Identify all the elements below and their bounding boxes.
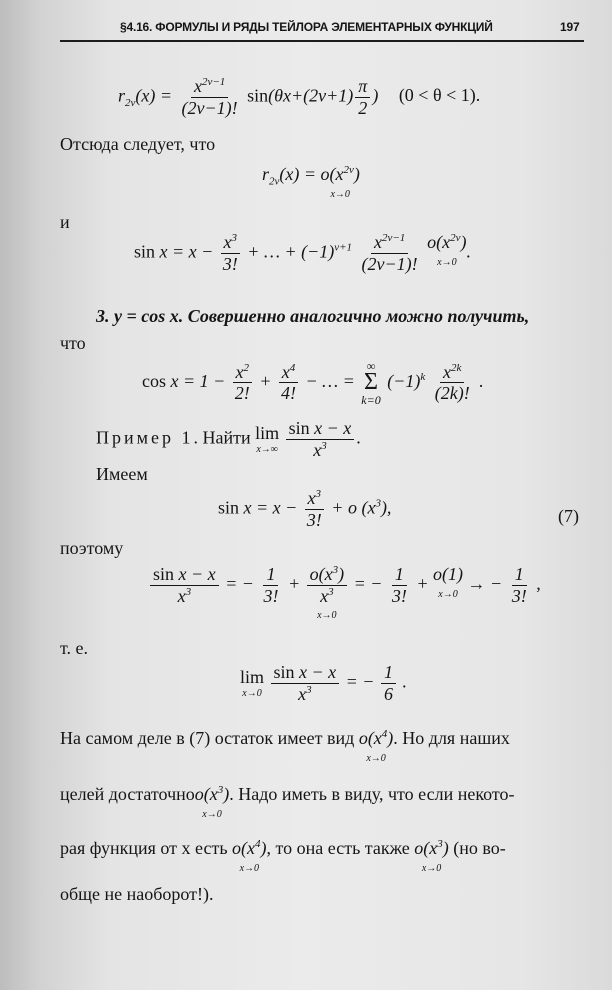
formula-remainder: $r_{2\nu}(x)$ = $\frac{x^{2\nu-1}}{(2\nu-1)!}$ sin(θx+(2ν+1) $\frac{\pi}{2}$ ) (0 < θ < 1).	[118, 76, 481, 118]
example-label: Пример 1	[96, 427, 194, 448]
limit-sub: x→0	[330, 189, 350, 200]
formula-limit-steps: $\frac{\text{sin x − x}}{x^3}$ = − $\frac{1}{3!}$ + $\frac{o(x^3)}{x^3}$ x→0 = − $\frac{1}{3!}$ + o(1) x→0 → − $\frac{1}{3!}$ ,	[148, 564, 541, 621]
text-ie: т. е.	[60, 638, 89, 658]
formula-7: sin x = x − $\frac{x^3}{3!}$ + o $(x^3)$,	[218, 488, 392, 530]
header-rule	[60, 40, 584, 42]
example-line: Пример 1. Найти lim x→∞ $\frac{\text{sin x − x}}{x^3}$ .	[96, 418, 361, 460]
example-task: . Найти	[193, 427, 251, 448]
para-line-3: рая функция от x есть $o(x^4)$ x→0 , то она есть также $o(x^3)$ x→0 (но во-	[60, 838, 506, 874]
para-line-4: обще не наоборот!).	[60, 884, 214, 904]
page-number: 197	[560, 20, 580, 34]
text-we-have: Имеем	[96, 464, 148, 484]
formula-sin-series: sin x = x − $\frac{x^3}{3!}$ + … + $(-1)^{\nu+1}$ $\frac{x^{2\nu-1}}{(2\nu-1)!}$ $o(x^{2\nu})$ x→0 .	[134, 232, 472, 274]
formula-cos-series: cos x = 1 − $\frac{x^2}{2!}$ + $\frac{x^4}{4!}$ − … = ∞ Σ k=0 $(-1)^k$ $\frac{x^{2k}}{(2k)!}$ .	[142, 359, 484, 407]
formula-limit-result: lim x→0 $\frac{\text{sin x − x}}{x^3}$ = − $\frac{1}{6}$ .	[240, 662, 407, 704]
text-follows: Отсюда следует, что	[60, 134, 216, 154]
running-header: §4.16. ФОРМУЛЫ И РЯДЫ ТЕЙЛОРА ЭЛЕМЕНТАРНЫХ ФУНКЦИЙ	[120, 20, 493, 34]
equation-number: (7)	[558, 506, 579, 526]
para-line-2: целей достаточно $o(x^3)$ x→0 . Надо иметь в виду, что если некото-	[60, 784, 515, 820]
para-line-1: На самом деле в (7) остаток имеет вид $o(x^4)$ x→0 . Но для наших	[60, 728, 510, 764]
text-and: и	[60, 212, 70, 232]
text-item3: 3. y = cos x. Совершенно аналогично можно получить,	[96, 306, 530, 326]
formula-remainder-order: $r_{2\nu}(x)$ = $o(x^{2\nu})$ x→0	[262, 164, 360, 200]
text-therefore: поэтому	[60, 538, 124, 558]
text-item3-cont: что	[60, 333, 86, 353]
